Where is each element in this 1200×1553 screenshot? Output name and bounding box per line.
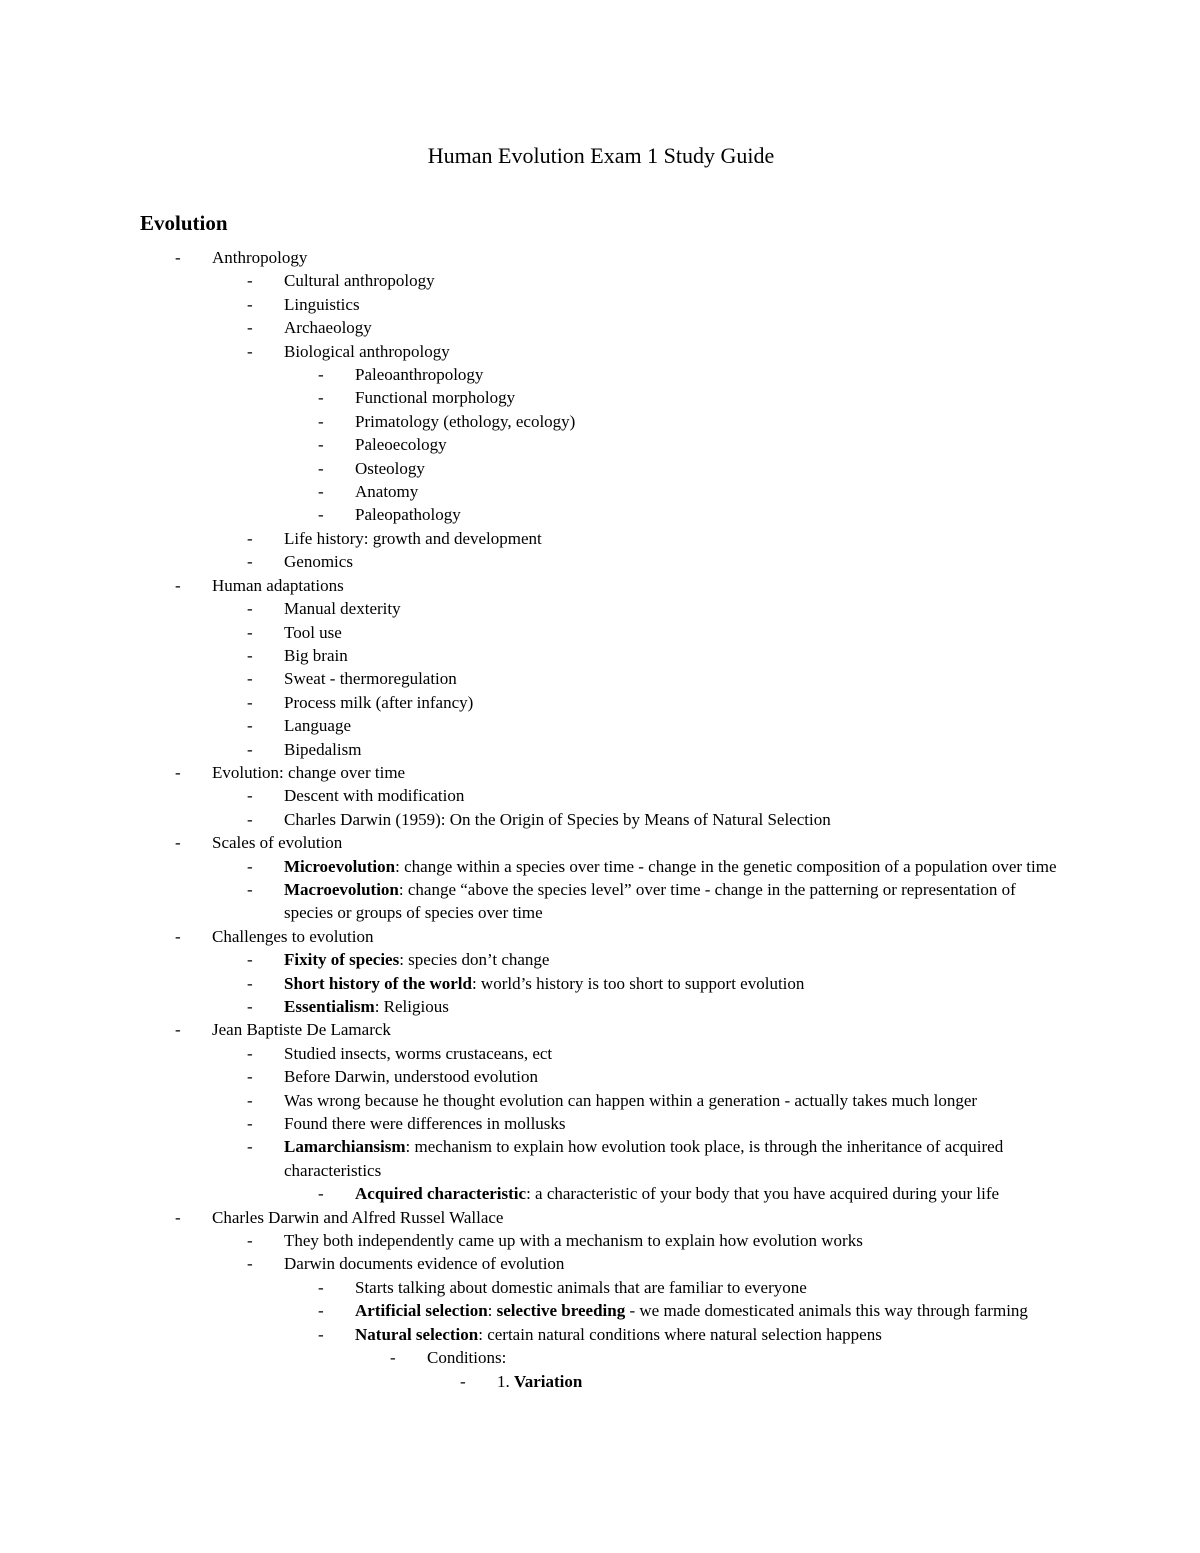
bullet-dash: - xyxy=(247,692,253,712)
bullet-dash: - xyxy=(247,809,253,829)
list-item-text: Was wrong because he thought evolution can happen within a generation - actually takes much longer xyxy=(284,1090,978,1110)
list-item xyxy=(140,1370,1062,1393)
bullet-dash: - xyxy=(318,1277,324,1297)
section-heading-evolution: Evolution xyxy=(140,211,228,235)
list-item-text: Anthropology xyxy=(212,248,308,267)
list-item-text: Functional morphology xyxy=(355,388,516,408)
list-item xyxy=(140,340,1062,363)
list-item-text: Archaeology xyxy=(284,318,372,338)
bullet-dash: - xyxy=(318,411,324,431)
list-item xyxy=(140,621,1062,644)
list-item-text: Conditions: xyxy=(427,1348,507,1368)
list-item xyxy=(140,644,1062,667)
list-item-text: Natural selection: certain natural conditions where natural selection happens xyxy=(355,1324,882,1344)
list-item xyxy=(140,691,1062,714)
list-item-text: Tool use xyxy=(284,622,342,642)
list-item-text: Human adaptations xyxy=(212,575,344,595)
bullet-dash: - xyxy=(318,505,324,525)
list-item-text: Essentialism: Religious xyxy=(284,997,449,1016)
list-item-text: Starts talking about domestic animals that are familiar to everyone xyxy=(355,1277,807,1297)
list-item xyxy=(140,784,1062,807)
list-item-text: Lamarchiansism: mechanism to explain how evolution took place, is through the inheritance of acquired characteristics xyxy=(284,1137,1004,1180)
list-item-text: 1. Variation xyxy=(497,1371,583,1391)
bullet-dash: - xyxy=(247,716,253,736)
list-item-text: Charles Darwin and Alfred Russel Wallace xyxy=(212,1207,504,1227)
list-item-text: Descent with modification xyxy=(284,786,465,806)
list-item-text: Primatology (ethology, ecology) xyxy=(355,411,576,431)
bullet-dash: - xyxy=(247,1231,253,1251)
list-item xyxy=(140,714,1062,737)
bullet-dash: - xyxy=(318,482,324,502)
bullet-dash: - xyxy=(318,435,324,455)
bullet-dash: - xyxy=(247,1043,253,1063)
list-item xyxy=(140,1089,1062,1112)
bullet-dash: - xyxy=(318,458,324,478)
list-item-text: Paleoecology xyxy=(355,435,447,455)
bullet-dash: - xyxy=(247,856,253,876)
list-item xyxy=(140,457,1062,480)
list-item-text: Fixity of species: species don’t change xyxy=(284,950,550,970)
list-item xyxy=(140,574,1062,597)
bullet-dash: - xyxy=(390,1348,396,1368)
list-item-text: Life history: growth and development xyxy=(284,528,542,548)
bullet-dash: - xyxy=(318,1301,324,1321)
bullet-dash: - xyxy=(247,786,253,806)
bullet-dash: - xyxy=(247,645,253,665)
list-item xyxy=(140,1252,1062,1275)
list-item xyxy=(140,878,1062,925)
list-item xyxy=(140,1065,1062,1088)
list-item xyxy=(140,1276,1062,1299)
bullet-dash: - xyxy=(247,950,253,970)
list-item xyxy=(140,1112,1062,1135)
list-item xyxy=(140,761,1062,784)
list-item xyxy=(140,386,1062,409)
list-item-text: Microevolution: change within a species over time - change in the genetic composition of a population over time xyxy=(284,856,1057,876)
list-item xyxy=(140,738,1062,761)
bullet-dash: - xyxy=(247,271,253,291)
list-item-text: Evolution: change over time xyxy=(212,762,406,782)
bullet-dash: - xyxy=(318,1324,324,1344)
list-item xyxy=(140,1346,1062,1369)
bullet-dash: - xyxy=(175,833,181,853)
list-item-text: Process milk (after infancy) xyxy=(284,692,474,712)
list-item-text: Studied insects, worms crustaceans, ect xyxy=(284,1043,553,1063)
bullet-dash: - xyxy=(175,1207,181,1227)
bullet-dash: - xyxy=(175,248,181,267)
list-item xyxy=(140,363,1062,386)
list-item xyxy=(140,1018,1062,1041)
bullet-dash: - xyxy=(247,1090,253,1110)
bullet-dash: - xyxy=(247,1067,253,1087)
bullet-dash: - xyxy=(247,1137,253,1157)
bullet-dash: - xyxy=(247,622,253,642)
list-item-text: Osteology xyxy=(355,458,425,478)
bullet-dash: - xyxy=(175,575,181,595)
list-item-text: Linguistics xyxy=(284,294,360,314)
list-item-text: Charles Darwin (1959): On the Origin of Species by Means of Natural Selection xyxy=(284,809,831,829)
list-item xyxy=(140,316,1062,339)
list-item xyxy=(140,410,1062,433)
list-item-text: Challenges to evolution xyxy=(212,926,374,946)
list-item xyxy=(140,503,1062,526)
bullet-dash: - xyxy=(247,1114,253,1134)
list-item xyxy=(140,597,1062,620)
bullet-dash: - xyxy=(247,599,253,619)
bullet-dash: - xyxy=(247,341,253,361)
bullet-dash: - xyxy=(247,669,253,689)
list-item-text: Found there were differences in mollusks xyxy=(284,1114,566,1134)
bullet-dash: - xyxy=(247,879,253,899)
bullet-dash: - xyxy=(247,528,253,548)
list-item xyxy=(140,433,1062,456)
bullet-dash: - xyxy=(247,739,253,759)
bullet-dash: - xyxy=(247,318,253,338)
bullet-dash: - xyxy=(247,997,253,1016)
list-item xyxy=(140,246,1062,269)
list-item-text: Short history of the world: world’s history is too short to support evolution xyxy=(284,973,805,993)
list-item xyxy=(140,1182,1062,1205)
bullet-dash: - xyxy=(175,1020,181,1040)
list-item xyxy=(140,1206,1062,1229)
bullet-dash: - xyxy=(318,388,324,408)
bullet-dash: - xyxy=(175,762,181,782)
list-item-text: They both independently came up with a mechanism to explain how evolution works xyxy=(284,1231,863,1251)
list-item xyxy=(140,855,1062,878)
list-item-text: Artificial selection: selective breeding - we made domesticated animals this way through farming xyxy=(355,1301,1028,1321)
list-item xyxy=(140,1135,1062,1182)
list-item-text: Jean Baptiste De Lamarck xyxy=(212,1020,391,1040)
document-title: Human Evolution Exam 1 Study Guide xyxy=(427,143,775,168)
list-item-text: Anatomy xyxy=(355,482,419,502)
bullet-dash: - xyxy=(318,1184,324,1204)
list-item xyxy=(140,1042,1062,1065)
bullet-dash: - xyxy=(247,552,253,572)
list-item-text: Bipedalism xyxy=(284,739,362,759)
bullet-dash: - xyxy=(247,973,253,993)
list-item xyxy=(140,972,1062,995)
list-item xyxy=(140,269,1062,292)
list-item-text: Darwin documents evidence of evolution xyxy=(284,1254,565,1274)
list-item-text: Genomics xyxy=(284,552,353,572)
bullet-dash: - xyxy=(460,1371,466,1391)
list-item-text: Cultural anthropology xyxy=(284,271,435,291)
list-item xyxy=(140,948,1062,971)
list-item-text: Big brain xyxy=(284,645,348,665)
outline-list xyxy=(140,246,1062,1393)
bullet-dash: - xyxy=(175,926,181,946)
list-item xyxy=(140,925,1062,948)
bullet-dash: - xyxy=(247,294,253,314)
list-item xyxy=(140,527,1062,550)
list-item-text: Scales of evolution xyxy=(212,833,343,853)
list-item-text: Manual dexterity xyxy=(284,599,401,619)
list-item-text: Acquired characteristic: a characteristic of your body that you have acquired during your life xyxy=(355,1184,1000,1204)
list-item xyxy=(140,293,1062,316)
list-item xyxy=(140,1229,1062,1252)
list-item-text: Biological anthropology xyxy=(284,341,450,361)
list-item xyxy=(140,550,1062,573)
list-item xyxy=(140,667,1062,690)
list-item-text: Paleopathology xyxy=(355,505,461,525)
list-item-text: Sweat - thermoregulation xyxy=(284,669,457,689)
bullet-dash: - xyxy=(318,365,324,385)
list-item xyxy=(140,995,1062,1018)
list-item xyxy=(140,1299,1062,1322)
list-item xyxy=(140,831,1062,854)
list-item-text: Paleoanthropology xyxy=(355,365,484,385)
list-item xyxy=(140,808,1062,831)
list-item xyxy=(140,480,1062,503)
list-item-text: Macroevolution: change “above the species level” over time - change in the patterning or representation of species or groups of species over time xyxy=(284,879,1016,923)
list-item-text: Language xyxy=(284,716,352,736)
bullet-dash: - xyxy=(247,1254,253,1274)
list-item xyxy=(140,1323,1062,1346)
list-item-text: Before Darwin, understood evolution xyxy=(284,1067,538,1087)
